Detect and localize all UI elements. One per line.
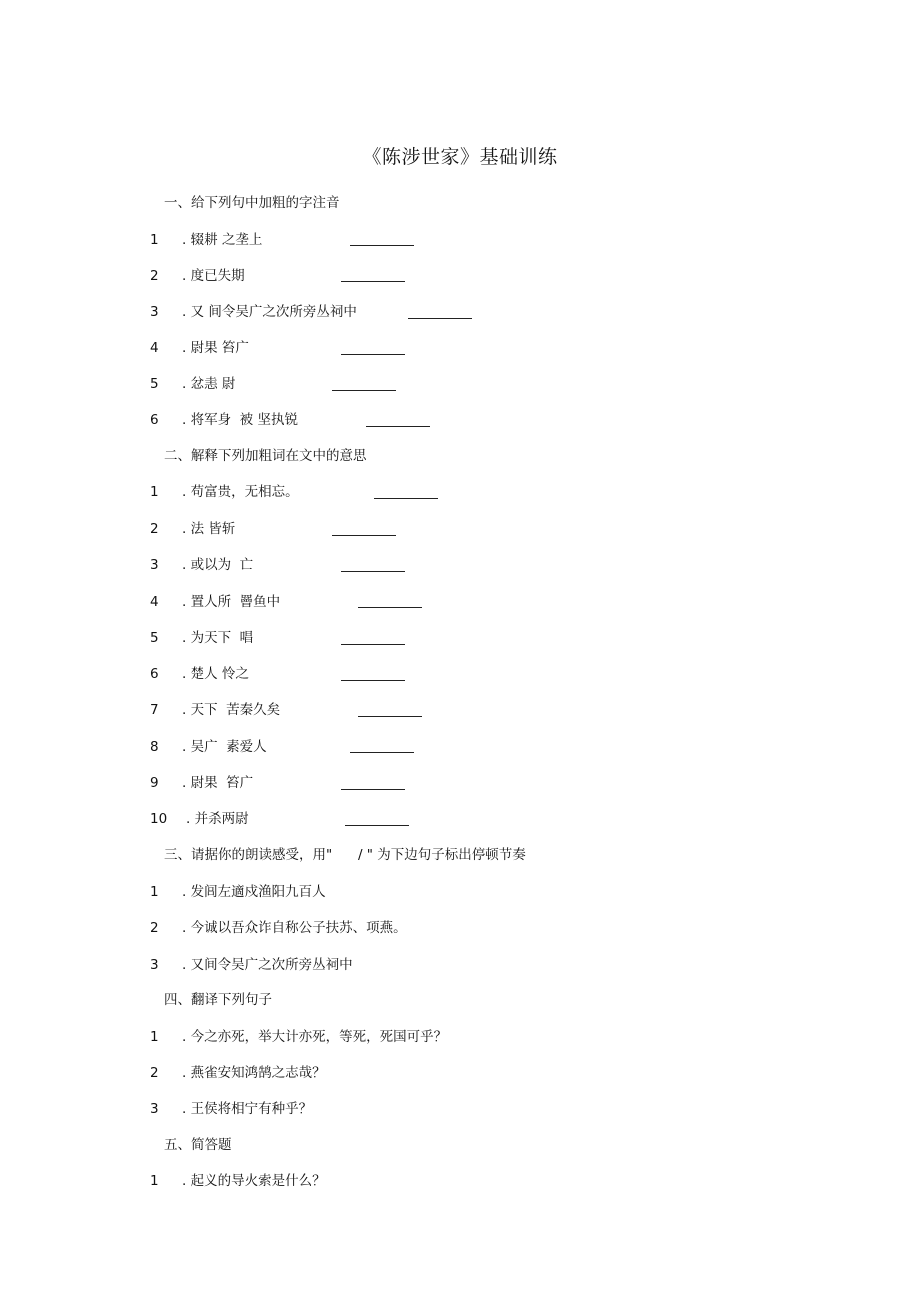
item-text: 今诚以吾众诈自称公子扶苏、项燕。 [190, 920, 407, 936]
section-heading: 四、翻译下列句子 [164, 992, 272, 1008]
item-text: 苟富贵，无相忘。 [190, 484, 299, 500]
list-item: 3 . 王侯将相宁有种乎？ [150, 1101, 313, 1117]
item-number: 1 [150, 884, 159, 900]
item-text: 或以为 亡 [190, 557, 254, 573]
item-text: 并杀两尉 [194, 811, 249, 827]
list-item: 1 . 辍耕 之垄上 [150, 232, 263, 248]
list-item: 8 . 吴广 素爱人 [150, 739, 267, 755]
item-text: 王侯将相宁有种乎？ [190, 1101, 313, 1117]
answer-blank[interactable] [350, 245, 414, 246]
answer-blank[interactable] [374, 498, 438, 499]
list-item: 1 . 起义的导火索是什么？ [150, 1173, 326, 1189]
item-number: 2 [150, 268, 159, 284]
item-number: 9 [150, 775, 159, 791]
answer-blank[interactable] [358, 716, 422, 717]
item-number: 2 [150, 920, 159, 936]
item-text: 又间令吴广之次所旁丛祠中 [190, 957, 353, 973]
item-text: 辍耕 之垄上 [190, 232, 263, 248]
answer-blank[interactable] [350, 752, 414, 753]
item-number: 4 [150, 340, 159, 356]
item-number: 2 [150, 521, 159, 537]
answer-blank[interactable] [341, 571, 405, 572]
list-item: 2 . 度已失期 [150, 268, 245, 284]
page-title: 《陈涉世家》基础训练 [362, 146, 558, 168]
answer-blank[interactable] [341, 644, 405, 645]
section-heading: 五、简答题 [164, 1137, 232, 1153]
answer-blank[interactable] [358, 607, 422, 608]
item-number: 8 [150, 739, 159, 755]
list-item: 1 . 今之亦死，举大计亦死，等死，死国可乎？ [150, 1029, 448, 1045]
item-number: 3 [150, 304, 159, 320]
list-item: 2 . 法 皆斩 [150, 521, 236, 537]
list-item: 7 . 天下 苦秦久矣 [150, 702, 281, 718]
item-number: 4 [150, 594, 159, 610]
section-heading: 一、给下列句中加粗的字注音 [164, 195, 340, 211]
answer-blank[interactable] [332, 390, 396, 391]
answer-blank[interactable] [408, 318, 472, 319]
list-item: 2 . 今诚以吾众诈自称公子扶苏、项燕。 [150, 920, 407, 936]
list-item: 9 . 尉果 笞广 [150, 775, 254, 791]
item-number: 5 [150, 376, 159, 392]
item-number: 7 [150, 702, 159, 718]
answer-blank[interactable] [341, 680, 405, 681]
item-number: 6 [150, 666, 159, 682]
item-number: 3 [150, 557, 159, 573]
item-number: 3 [150, 957, 159, 973]
item-text: 又 间令吴广之次所旁丛祠中 [190, 304, 357, 320]
list-item: 2 . 燕雀安知鸿鹄之志哉？ [150, 1065, 326, 1081]
list-item: 4 . 尉果 笞广 [150, 340, 249, 356]
item-text: 置人所 罾鱼中 [190, 594, 281, 610]
list-item: 5 . 忿恚 尉 [150, 376, 236, 392]
item-text: 为天下 唱 [190, 630, 254, 646]
list-item: 3 . 又 间令吴广之次所旁丛祠中 [150, 304, 357, 320]
item-number: 2 [150, 1065, 159, 1081]
list-item: 5 . 为天下 唱 [150, 630, 254, 646]
answer-blank[interactable] [341, 281, 405, 282]
item-text: 今之亦死，举大计亦死，等死，死国可乎？ [190, 1029, 448, 1045]
item-number: 6 [150, 412, 159, 428]
item-text: 尉果 笞广 [190, 775, 254, 791]
item-text: 燕雀安知鸿鹄之志哉？ [190, 1065, 326, 1081]
item-text: 吴广 素爱人 [190, 739, 267, 755]
list-item: 6 . 将军身 被 坚执锐 [150, 412, 298, 428]
item-text: 将军身 被 坚执锐 [190, 412, 298, 428]
item-number: 1 [150, 1173, 159, 1189]
list-item: 4 . 置人所 罾鱼中 [150, 594, 281, 610]
list-item: 10 . 并杀两尉 [150, 811, 249, 827]
list-item: 3 . 又间令吴广之次所旁丛祠中 [150, 957, 353, 973]
list-item: 1 . 苟富贵，无相忘。 [150, 484, 299, 500]
section-heading: 二、解释下列加粗词在文中的意思 [164, 448, 367, 464]
item-number: 10 [150, 811, 168, 827]
item-text: 度已失期 [190, 268, 245, 284]
item-number: 3 [150, 1101, 159, 1117]
item-text: 发闾左適戍渔阳九百人 [190, 884, 326, 900]
answer-blank[interactable] [366, 426, 430, 427]
item-text: 忿恚 尉 [190, 376, 236, 392]
item-text: 天下 苦秦久矣 [190, 702, 281, 718]
list-item: 3 . 或以为 亡 [150, 557, 254, 573]
answer-blank[interactable] [341, 354, 405, 355]
answer-blank[interactable] [332, 535, 396, 536]
section-heading: 三、请据你的朗读感受，用" / " 为下边句子标出停顿节奏 [164, 847, 526, 863]
item-text: 楚人 怜之 [190, 666, 249, 682]
list-item: 1 . 发闾左適戍渔阳九百人 [150, 884, 326, 900]
item-number: 1 [150, 232, 159, 248]
item-text: 起义的导火索是什么？ [190, 1173, 326, 1189]
item-text: 尉果 笞广 [190, 340, 249, 356]
answer-blank[interactable] [345, 825, 409, 826]
item-number: 5 [150, 630, 159, 646]
list-item: 6 . 楚人 怜之 [150, 666, 249, 682]
item-number: 1 [150, 1029, 159, 1045]
item-text: 法 皆斩 [190, 521, 236, 537]
answer-blank[interactable] [341, 789, 405, 790]
item-number: 1 [150, 484, 159, 500]
